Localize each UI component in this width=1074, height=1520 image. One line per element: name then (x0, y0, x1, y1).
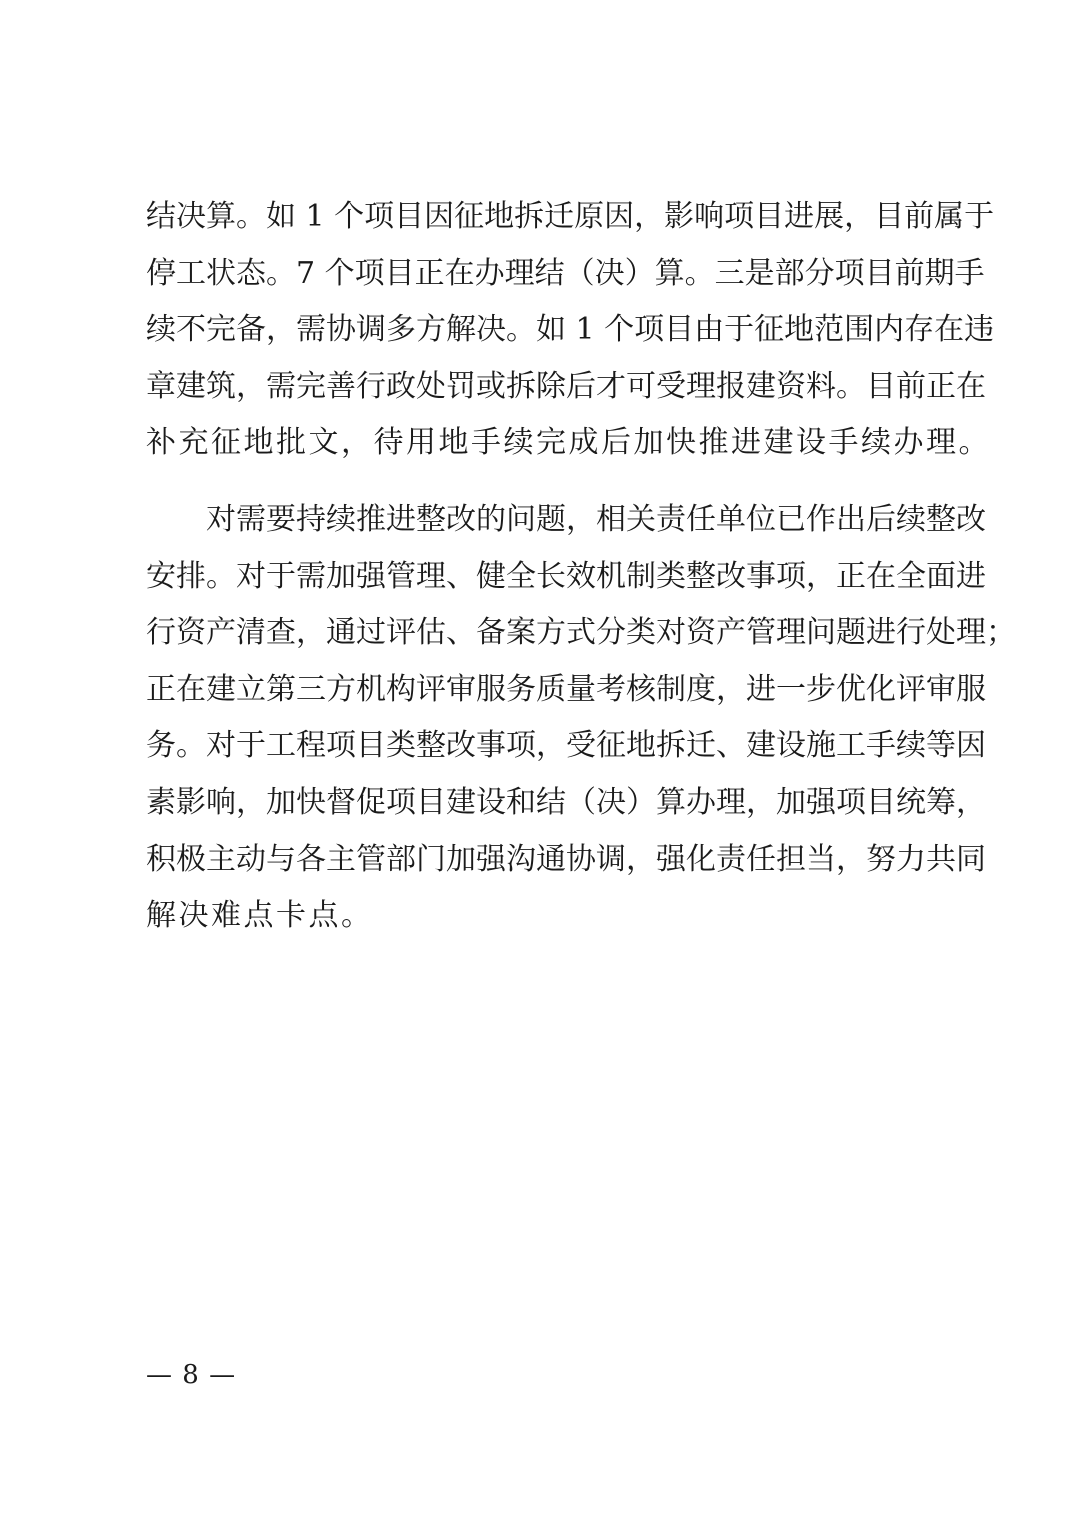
paragraph-1 (146, 189, 995, 472)
paragraph-line: 行资产清查，通过评估、备案方式分类对资产管理问题进行处理； (146, 615, 1016, 651)
paragraph-line: 务。对于工程项目类整改事项，受征地拆迁、建设施工手续等因 (146, 728, 986, 764)
paragraph-line: 素影响，加快督促项目建设和结（决）算办理，加强项目统筹， (146, 784, 986, 820)
paragraph-line: 积极主动与各主管部门加强沟通协调，强化责任担当，努力共同 (146, 841, 986, 877)
paragraph-line: 正在建立第三方机构评审服务质量考核制度，进一步优化评审服 (146, 671, 986, 707)
paragraph-line: 补充征地批文，待用地手续完成后加快推进建设手续办理。 (146, 425, 991, 461)
page-number: — 8 — (146, 1360, 237, 1390)
paragraph-line: 停工状态。7 个项目正在办理结（决）算。三是部分项目前期手 (146, 255, 985, 291)
paragraph-gap (146, 472, 946, 492)
paragraph-line: 解决难点卡点。 (146, 898, 374, 934)
paragraph-line: 安排。对于需加强管理、健全长效机制类整改事项，正在全面进 (146, 558, 986, 594)
paragraph-line: 对需要持续推进整改的问题，相关责任单位已作出后续整改 (206, 501, 986, 537)
paragraph-line: 续不完备，需协调多方解决。如 1 个项目由于征地范围内存在违 (146, 312, 995, 348)
body-text (146, 189, 1016, 945)
paragraph-2 (146, 492, 1016, 945)
paragraph-line: 章建筑，需完善行政处罚或拆除后才可受理报建资料。目前正在 (146, 368, 986, 404)
paragraph-line: 结决算。如 1 个项目因征地拆迁原因，影响项目进展，目前属于 (146, 199, 995, 234)
